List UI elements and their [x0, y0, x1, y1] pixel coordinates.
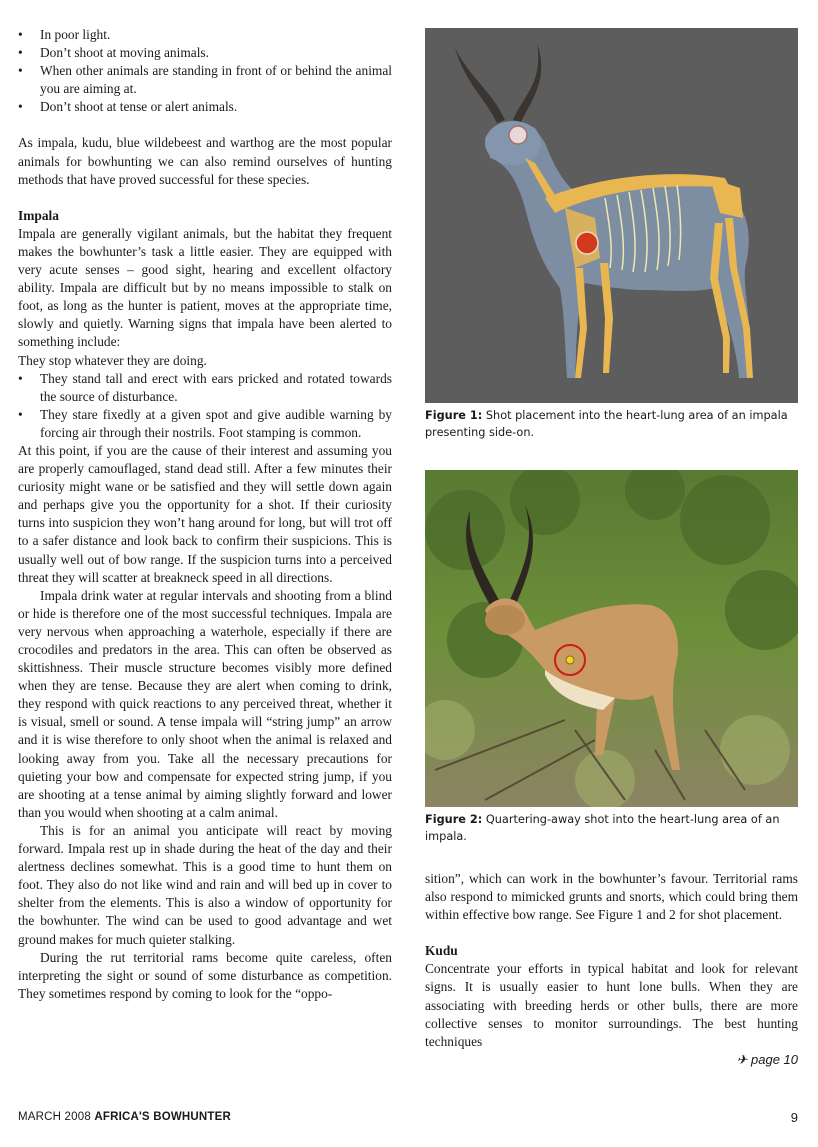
- continued-label: page 10: [751, 1052, 798, 1067]
- shot-warning-list: [18, 26, 392, 116]
- continued-link[interactable]: [736, 1052, 798, 1068]
- list-item: • They stare fixedly at a given spot and give audible warning by forcing air through their nostrils. Foot stamping is common.: [18, 406, 392, 442]
- impala-paragraph-7: sition”, which can work in the bowhunter’s favour. Territorial rams also respond to mimicked grunts and snorts, which could bring them within effective bow range. See Figure 1 and 2 for shot placement.: [425, 871, 798, 923]
- impala-skeleton-illustration: [425, 28, 798, 403]
- impala-paragraph-2: They stop whatever they are doing.: [18, 352, 207, 368]
- figure-1: [425, 28, 798, 441]
- warning-signs-list: [18, 370, 392, 442]
- figure-1-caption: [425, 407, 798, 441]
- left-column: [18, 26, 392, 1003]
- impala-paragraph-1: Impala are generally vigilant animals, but the habitat they frequent makes the bowhunter’s task a little easier. They are equipped with very acute senses – good sight, hearing and excellent olfactory ability. Impala are difficult but by no means impossible to stalk on foot, as long as the hunter is patient, moves at the appropriate time, slowly and quietly. Warning signs that impala have been alerted to something include:: [18, 225, 392, 350]
- running-archer-icon: ✈: [736, 1052, 748, 1067]
- intro-paragraph: As impala, kudu, blue wildebeest and warthog are the most popular animals for bowhunting we can also remind ourselves of hunting methods that have proved successful for these species.: [18, 135, 392, 187]
- figure-2-caption: [425, 811, 798, 845]
- impala-photo: [425, 470, 798, 807]
- page-number: 9: [790, 1110, 798, 1125]
- figure-2-text: Quartering-away shot into the heart-lung area of an impala.: [425, 813, 780, 843]
- impala-paragraph-4: Impala drink water at regular intervals and shooting from a blind or hide is therefore one of the most successful techniques. Impala are very nervous when approaching a waterhole, especially if there are crocodiles and predators in the area. This can often be observed as skittishness. Their muscle structure becomes visibly more defined when they are tense. Because they are alert when coming to drink, they respond with quick reactions to any perceived threat, whether it is visual, smell or sound. A tense impala will “string jump” an arrow and it is wise therefore to only shoot when the animal is relaxed and looking away from you. Take all the necessary precautions for quieting your bow and compensate for expected string jump, if you are shooting at a tense animal by aiming slightly forward and lower than you would when shooting at a calm animal.: [18, 587, 392, 820]
- kudu-heading: Kudu: [425, 943, 458, 959]
- impala-paragraph-3: At this point, if you are the cause of their interest and assuming you are properly camouflaged, stand dead still. After a few minutes their curiosity might wane or be satisfied and they will settle down again and perhaps give you the opportunity for a shot. If their curiosity turns into suspicion they won’t hang around for long, but will trot off to a safer distance and look back to confirm their suspicions. This is usually well out of bow range. If the suspicion turns into a perceived threat they will scatter at breakneck speed in all directions.: [18, 442, 392, 585]
- heart-lung-target: [576, 232, 598, 254]
- list-item: • When other animals are standing in front of or behind the animal you are aiming at.: [18, 62, 392, 98]
- impala-paragraph-6: During the rut territorial rams become quite careless, often interpreting the sight or sound of some disturbance as competition. They sometimes respond by coming to look for the “oppo-: [18, 949, 392, 1001]
- footer-magazine: AFRICA'S BOWHUNTER: [94, 1111, 232, 1123]
- figure-2-label: Figure 2:: [425, 813, 483, 826]
- list-item: • Don’t shoot at tense or alert animals.: [18, 98, 392, 116]
- right-column: [425, 870, 798, 1051]
- impala-heading: Impala: [18, 207, 59, 223]
- figure-1-label: Figure 1:: [425, 409, 483, 422]
- impala-paragraph-5: This is for an animal you anticipate will react by moving forward. Impala rest up in shade during the heat of the day and their alertness declines somewhat. This is a good time to hunt them on foot. They also do not like wind and rain and will bed up in cover to shelter from the elements. This is also a window of opportunity for the bowhunter. The wind can be used to good advantage and wet ground makes for much quieter stalking.: [18, 822, 392, 947]
- footer-date: MARCH 2008: [18, 1111, 91, 1123]
- list-item: • They stand tall and erect with ears pricked and rotated towards the source of disturbance.: [18, 370, 392, 406]
- figure-2: [425, 470, 798, 845]
- list-item: • Don’t shoot at moving animals.: [18, 44, 392, 62]
- footer-issue: [18, 1111, 231, 1123]
- list-item: • In poor light.: [18, 26, 392, 44]
- figure-1-text: Shot placement into the heart-lung area of an impala presenting side-on.: [425, 409, 788, 439]
- kudu-paragraph-1: Concentrate your efforts in typical habitat and look for relevant signs. It is usually easier to hunt lone bulls. When they are associating with breeding herds or other bulls, there are more collective senses to monitor surroundings. The best hunting techniques: [425, 961, 798, 1049]
